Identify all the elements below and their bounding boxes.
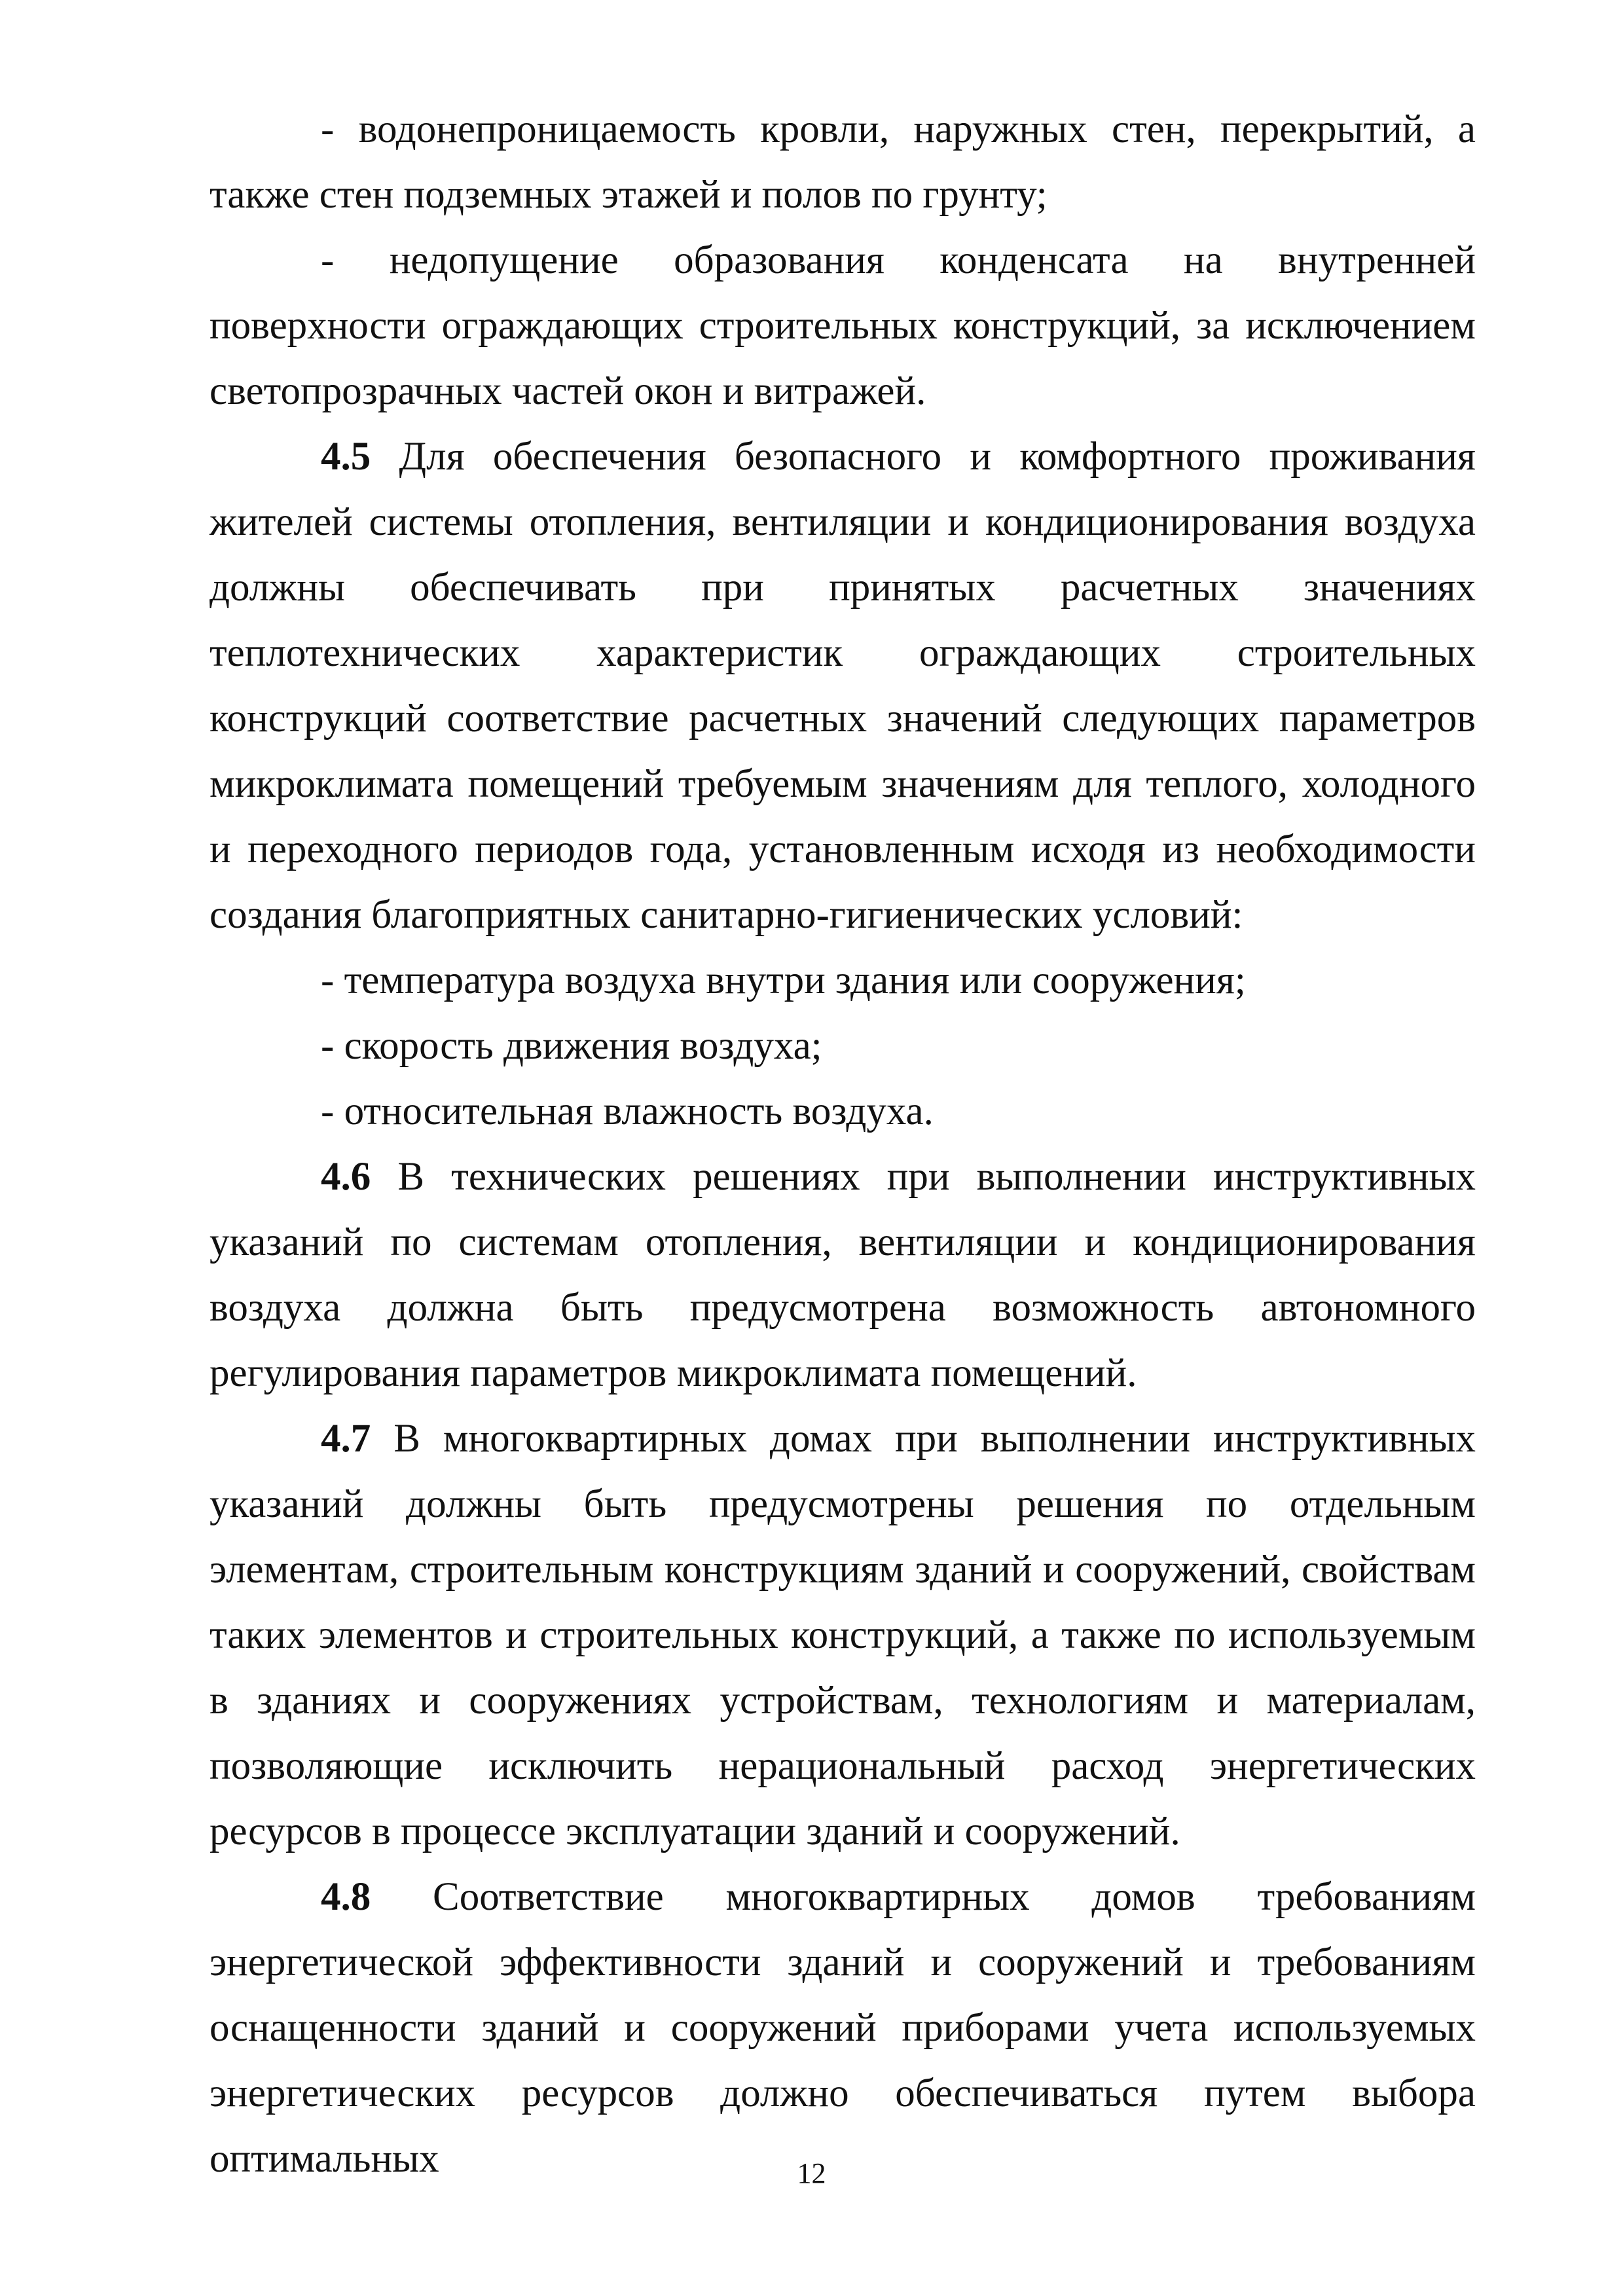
clause-4-8-number: 4.8 [321,1875,371,1919]
clause-4-5 [210,424,1476,948]
clause-4-7-number: 4.7 [321,1417,371,1461]
document-body [210,97,1476,2192]
clause-4-5-text: Для обеспечения безопасного и комфортного проживания жителей системы отопления, вентиляции и кондиционирования воздуха должны обеспечивать при принятых расчетных значениях теплотехнических характеристик ограждающих строительных конструкций соответствие расчетных значений следующих параметров микроклимата помещений требуемым значениям для теплого, холодного и переходного периодов года, установленным исходя из необходимости создания благоприятных санитарно-гигиенических условий: [210,435,1476,937]
clause-4-6 [210,1144,1476,1406]
list-item-air-temperature: - температура воздуха внутри здания или сооружения; [321,958,1246,1002]
clause-4-6-number: 4.6 [321,1155,371,1199]
clause-4-7 [210,1406,1476,1865]
clause-4-8 [210,1865,1476,2192]
list-item-condensation: - недопущение образования конденсата на внутренней поверхности ограждающих строительных конструкций, за исключением светопрозрачных частей окон и витражей. [210,238,1476,413]
list-item-waterproofing: - водонепроницаемость кровли, наружных стен, перекрытий, а также стен подземных этажей и полов по грунту; [210,107,1476,217]
page-number: 12 [797,2157,826,2189]
list-item-air-speed: - скорость движения воздуха; [321,1024,822,1068]
list-item-humidity: - относительная влажность воздуха. [321,1089,934,1133]
clause-4-8-text: Соответствие многоквартирных домов требованиям энергетической эффективности зданий и сооружений и требованиям оснащенности зданий и сооружений приборами учета используемых энергетических ресурсов должно обеспечиваться путем выбора оптимальных [210,1875,1476,2181]
clause-4-6-text: В технических решениях при выполнении инструктивных указаний по системам отопления, вентиляции и кондиционирования воздуха должна быть предусмотрена возможность автономного регулирования параметров микроклимата помещений. [210,1155,1476,1395]
clause-4-5-number: 4.5 [321,435,371,479]
clause-4-7-text: В многоквартирных домах при выполнении инструктивных указаний должны быть предусмотрены решения по отдельным элементам, строительным конструкциям зданий и сооружений, свойствам таких элементов и строительных конструкций, а также по используемым в зданиях и сооружениях устройствам, технологиям и материалам, позволяющие исключить нерациональный расход энергетических ресурсов в процессе эксплуатации зданий и сооружений. [210,1417,1476,1853]
